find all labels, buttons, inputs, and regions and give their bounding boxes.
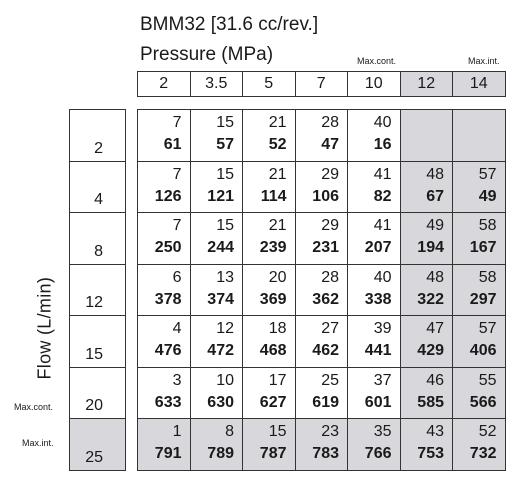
- torque-value: 16: [373, 136, 392, 153]
- grid-cell: [400, 316, 453, 368]
- speed-value: 21: [268, 165, 287, 183]
- torque-value: 468: [259, 342, 287, 359]
- speed-value: 58: [478, 268, 497, 286]
- speed-value: 1: [172, 423, 182, 440]
- torque-value: 630: [207, 393, 234, 411]
- grid-cell: [295, 213, 348, 265]
- grid-cell: [138, 367, 191, 419]
- speed-value: 48: [426, 268, 444, 286]
- grid-cell: [138, 264, 191, 316]
- speed-value: 17: [268, 371, 287, 389]
- torque-value: 406: [469, 342, 497, 359]
- grid-cell: [453, 264, 506, 316]
- performance-grid: [137, 109, 506, 471]
- grid-cell: [138, 213, 191, 265]
- speed-value: 40: [373, 268, 392, 286]
- torque-value: 67: [426, 187, 444, 205]
- speed-value: 25: [321, 371, 339, 389]
- grid-cell: [453, 316, 506, 368]
- torque-value: 239: [259, 239, 287, 256]
- grid-cell: [190, 419, 243, 471]
- grid-cell: [400, 367, 453, 419]
- speed-value: 7: [172, 165, 182, 183]
- grid-cell: [138, 161, 191, 213]
- torque-value: 338: [364, 290, 392, 308]
- torque-value: 82: [373, 187, 392, 205]
- grid-cell: [295, 110, 348, 162]
- grid-cell: [295, 316, 348, 368]
- grid-cell: [190, 316, 243, 368]
- speed-value: 20: [268, 268, 287, 286]
- speed-value: 57: [478, 165, 497, 183]
- grid-cell: [453, 161, 506, 213]
- torque-value: 429: [417, 342, 444, 359]
- torque-value: 362: [312, 290, 339, 308]
- max-int-flow-label: Max.int.: [22, 438, 54, 448]
- grid-cell: [243, 316, 296, 368]
- speed-value: 29: [321, 165, 339, 183]
- pressure-cell: 3.5: [190, 72, 243, 97]
- torque-value: 789: [207, 445, 234, 462]
- grid-cell: [348, 367, 401, 419]
- speed-value: 6: [172, 268, 182, 286]
- speed-value: 10: [216, 371, 234, 389]
- pressure-axis-label: Pressure (MPa): [140, 44, 274, 65]
- grid-cell: [243, 161, 296, 213]
- torque-value: 250: [154, 239, 182, 256]
- grid-cell: [453, 367, 506, 419]
- torque-value: 52: [268, 136, 287, 153]
- speed-value: 48: [426, 165, 444, 183]
- speed-value: 28: [321, 114, 339, 131]
- grid-cell: [348, 213, 401, 265]
- torque-value: 47: [321, 136, 339, 153]
- torque-value: 619: [312, 393, 339, 411]
- speed-value: 13: [216, 268, 234, 286]
- flow-cell: 2: [70, 110, 126, 162]
- torque-value: 441: [364, 342, 392, 359]
- speed-value: 15: [216, 165, 234, 183]
- speed-value: 41: [373, 217, 392, 234]
- pressure-cell: 2: [138, 72, 191, 97]
- torque-value: 57: [216, 136, 234, 153]
- speed-value: 55: [478, 371, 497, 389]
- flow-cell: 20: [70, 367, 126, 419]
- torque-value: 783: [312, 445, 339, 462]
- grid-cell: [453, 419, 506, 471]
- pressure-cell: 14: [453, 72, 506, 97]
- torque-value: 126: [154, 187, 182, 205]
- torque-value: 378: [154, 290, 182, 308]
- torque-value: 585: [417, 393, 444, 411]
- speed-value: 21: [268, 217, 287, 234]
- speed-value: 23: [321, 423, 339, 440]
- speed-value: 3: [172, 371, 182, 389]
- grid-cell: [400, 419, 453, 471]
- speed-value: [453, 112, 497, 134]
- grid-cell: [190, 264, 243, 316]
- grid-cell: [138, 419, 191, 471]
- speed-value: 27: [321, 320, 339, 337]
- grid-cell: [348, 316, 401, 368]
- speed-value: 39: [373, 320, 392, 337]
- grid-cell: [400, 110, 453, 162]
- pressure-cell: 12: [400, 72, 453, 97]
- grid-row: [138, 264, 506, 316]
- torque-value: 787: [259, 445, 287, 462]
- max-cont-flow-label: Max.cont.: [14, 402, 54, 412]
- pressure-cell: 10: [348, 72, 401, 97]
- grid-cell: [243, 110, 296, 162]
- grid-cell: [190, 161, 243, 213]
- speed-value: 12: [216, 320, 234, 337]
- grid-cell: [453, 110, 506, 162]
- torque-value: 753: [417, 445, 444, 462]
- pressure-cell: 5: [243, 72, 296, 97]
- grid-cell: [348, 419, 401, 471]
- speed-value: 29: [321, 217, 339, 234]
- pressure-header-row: [138, 72, 506, 97]
- grid-cell: [190, 367, 243, 419]
- flow-cell: 12: [70, 264, 126, 316]
- torque-value: 766: [364, 445, 392, 462]
- speed-value: 7: [172, 114, 182, 131]
- flow-header-table: [69, 109, 126, 471]
- grid-cell: [348, 110, 401, 162]
- chart-title: BMM32 [31.6 cc/rev.]: [140, 14, 319, 35]
- torque-value: 476: [154, 342, 182, 359]
- torque-value: 231: [312, 239, 339, 256]
- grid-cell: [138, 110, 191, 162]
- grid-cell: [243, 367, 296, 419]
- grid-cell: [348, 264, 401, 316]
- grid-cell: [400, 213, 453, 265]
- grid-cell: [138, 316, 191, 368]
- speed-value: 58: [478, 217, 497, 234]
- speed-value: 57: [478, 320, 497, 337]
- speed-value: 18: [268, 320, 287, 337]
- torque-value: 374: [207, 290, 234, 308]
- grid-cell: [453, 213, 506, 265]
- speed-value: 40: [373, 114, 392, 131]
- grid-cell: [243, 213, 296, 265]
- pressure-header-table: [137, 71, 506, 97]
- torque-value: 472: [207, 342, 234, 359]
- grid-cell: [295, 419, 348, 471]
- grid-cell: [243, 264, 296, 316]
- torque-value: 106: [312, 187, 339, 205]
- speed-value: 21: [268, 114, 287, 131]
- speed-value: 47: [426, 320, 444, 337]
- torque-value: 61: [163, 136, 182, 153]
- flow-cell: 15: [70, 316, 126, 368]
- torque-value: 633: [154, 393, 182, 411]
- speed-value: 7: [172, 217, 182, 234]
- grid-row: [138, 161, 506, 213]
- torque-value: 167: [469, 239, 497, 256]
- grid-row: [138, 419, 506, 471]
- flow-axis-label: Flow (L/min): [34, 276, 55, 380]
- grid-row: [138, 110, 506, 162]
- grid-cell: [190, 110, 243, 162]
- speed-value: 43: [426, 423, 444, 440]
- torque-value: 322: [417, 290, 444, 308]
- torque-value: 244: [207, 239, 234, 256]
- speed-value: 52: [478, 423, 497, 440]
- grid-row: [138, 316, 506, 368]
- torque-value: 49: [478, 187, 497, 205]
- speed-value: 15: [268, 423, 287, 440]
- torque-value: 369: [259, 290, 287, 308]
- torque-value: 732: [469, 445, 497, 462]
- speed-value: 37: [373, 371, 392, 389]
- max-cont-pressure-label: Max.cont.: [357, 56, 397, 66]
- speed-value: 46: [426, 371, 444, 389]
- grid-cell: [295, 264, 348, 316]
- torque-value: 207: [364, 239, 392, 256]
- torque-value: 627: [259, 393, 287, 411]
- grid-row: [138, 367, 506, 419]
- flow-cell: 25: [70, 419, 126, 471]
- torque-value: 194: [417, 239, 444, 256]
- speed-value: 15: [216, 114, 234, 131]
- flow-cell: 8: [70, 213, 126, 265]
- speed-value: 28: [321, 268, 339, 286]
- grid-cell: [348, 161, 401, 213]
- speed-value: 41: [373, 165, 392, 183]
- speed-value: [401, 112, 445, 134]
- grid-cell: [295, 367, 348, 419]
- speed-value: 15: [216, 217, 234, 234]
- pressure-cell: 7: [295, 72, 348, 97]
- torque-value: 297: [469, 290, 497, 308]
- speed-value: 49: [426, 217, 444, 234]
- torque-value: 114: [260, 187, 287, 205]
- grid-cell: [400, 264, 453, 316]
- speed-value: 4: [172, 320, 182, 337]
- speed-value: 35: [373, 423, 392, 440]
- grid-cell: [243, 419, 296, 471]
- speed-value: 8: [225, 423, 234, 440]
- torque-value: 791: [154, 445, 182, 462]
- grid-cell: [295, 161, 348, 213]
- max-int-pressure-label: Max.int.: [468, 56, 500, 66]
- grid-cell: [190, 213, 243, 265]
- torque-value: 601: [364, 393, 392, 411]
- torque-value: 566: [469, 393, 497, 411]
- grid-cell: [400, 161, 453, 213]
- torque-value: 462: [312, 342, 339, 359]
- flow-cell: 4: [70, 161, 126, 213]
- torque-value: 121: [207, 187, 234, 205]
- grid-row: [138, 213, 506, 265]
